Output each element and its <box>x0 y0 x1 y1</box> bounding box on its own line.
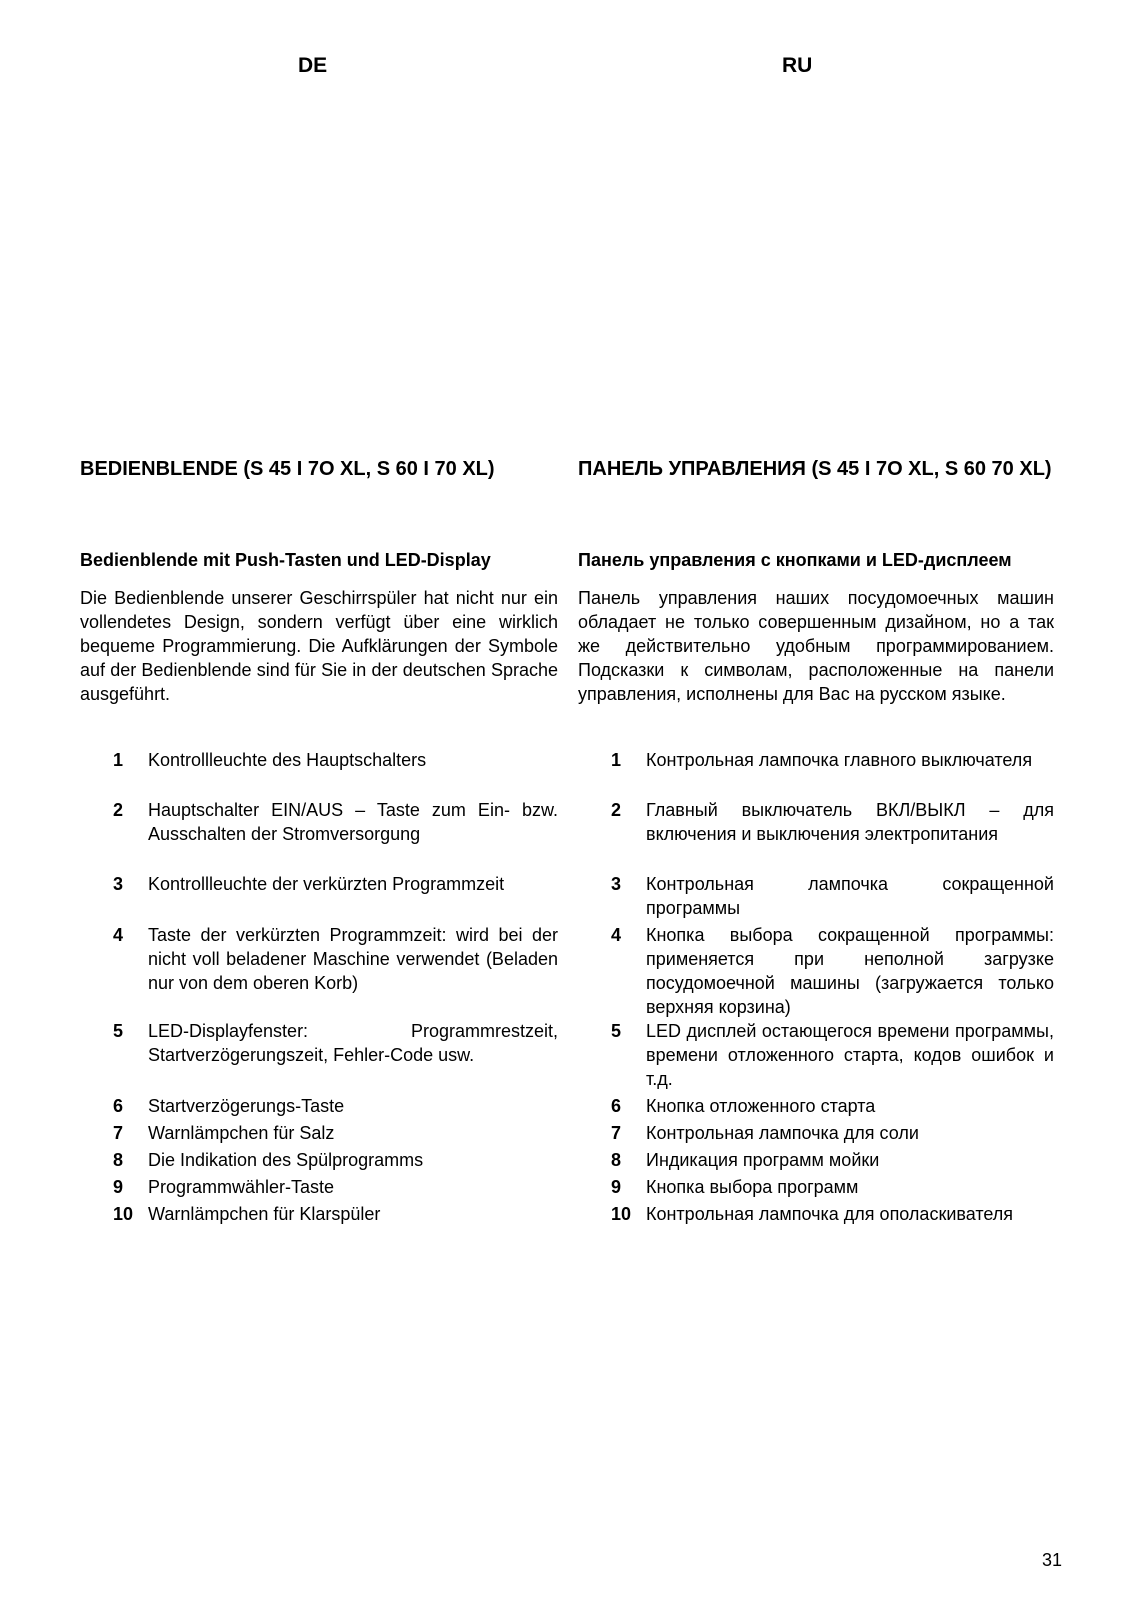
item-text: Kontrollleuchte des Hauptschalters <box>148 750 427 770</box>
item-text: Warnlämpchen für Klarspüler <box>148 1204 381 1224</box>
item-text: LED дисплей остающегося времени программы, времени отложенного старта, кодов ошибок и т.д. <box>646 1021 1054 1089</box>
item-text: Кнопка выбора сокращенной программы: применяется при неполной загрузке посудомоечной машины (загружается только верхняя корзина) <box>646 925 1054 1017</box>
item-text: LED-Displayfenster: Programmrestzeit, Startverzögerungszeit, Fehler-Code usw. <box>148 1021 558 1065</box>
item-number: 4 <box>113 925 124 945</box>
legend-item-ru <box>578 748 1054 798</box>
page-number: 31 <box>1041 1550 1062 1570</box>
legend-item-ru <box>578 872 1054 923</box>
legend-item-ru <box>578 798 1054 872</box>
item-number: 2 <box>611 800 622 820</box>
item-number: 7 <box>611 1123 622 1143</box>
item-text: Die Indikation des Spülprogramms <box>148 1150 424 1170</box>
section-title-de: BEDIENBLENDE (S 45 I 7O XL, S 60 I 70 XL) <box>80 458 495 480</box>
legend-item-ru <box>578 1019 1054 1094</box>
item-text: Индикация программ мойки <box>646 1150 880 1170</box>
item-text: Контрольная лампочка для ополаскивателя <box>646 1204 1014 1224</box>
legend-item-de <box>80 748 558 798</box>
item-number: 9 <box>611 1177 622 1197</box>
item-number: 4 <box>611 925 622 945</box>
legend-item-de <box>80 923 558 1019</box>
item-text: Kontrollleuchte der verkürzten Programmzeit <box>148 874 505 894</box>
item-text: Контрольная лампочка для соли <box>646 1123 919 1143</box>
item-number: 3 <box>113 874 124 894</box>
intro-paragraph-ru: Панель управления наших посудомоечных машин обладает не только совершенным дизайном, но а так же действительно удобным программированием. Подсказки к символам, расположенные на панели управления, исполнены для Вас на русском языке. <box>578 588 1054 704</box>
item-number: 7 <box>113 1123 124 1143</box>
legend-item-ru <box>578 1148 1054 1175</box>
legend-item-ru <box>578 923 1054 1019</box>
item-number: 5 <box>611 1021 622 1041</box>
intro-paragraph-de: Die Bedienblende unserer Geschirrspüler hat nicht nur ein vollendetes Design, sondern verfügt über eine wirklich bequeme Programmierung. Die Aufklärungen der Symbole auf der Bedienblende sind für Sie in der deutschen Sprache ausgeführt. <box>80 588 558 704</box>
legend-item-ru <box>578 1175 1054 1202</box>
item-number: 2 <box>113 800 124 820</box>
language-label-de: DE <box>298 54 328 77</box>
item-text: Taste der verkürzten Programmzeit: wird bei der nicht voll beladener Maschine verwendet (Beladen nur von dem oberen Korb) <box>148 925 558 993</box>
item-number: 6 <box>611 1096 622 1116</box>
item-text: Контрольная лампочка главного выключателя <box>646 750 1033 770</box>
item-text: Кнопка отложенного старта <box>646 1096 876 1116</box>
legend-item-de <box>80 1019 558 1094</box>
item-number: 8 <box>113 1150 124 1170</box>
legend-item-de <box>80 1148 558 1175</box>
item-text: Programmwähler-Taste <box>148 1177 335 1197</box>
item-number: 10 <box>113 1204 134 1224</box>
legend-item-de <box>80 1094 558 1121</box>
item-number: 3 <box>611 874 622 894</box>
item-number: 5 <box>113 1021 124 1041</box>
legend-list-ru <box>578 748 1054 1229</box>
column-de <box>80 456 558 1229</box>
legend-item-de <box>80 1121 558 1148</box>
language-label-ru: RU <box>782 54 813 77</box>
item-number: 9 <box>113 1177 124 1197</box>
legend-item-ru <box>578 1094 1054 1121</box>
subheading-ru: Панель управления с кнопками и LED-дисплеем <box>578 550 1012 570</box>
legend-item-de <box>80 1175 558 1202</box>
item-text: Warnlämpchen für Salz <box>148 1123 335 1143</box>
column-ru <box>578 456 1054 1229</box>
item-number: 6 <box>113 1096 124 1116</box>
item-text: Контрольная лампочка сокращенной программы <box>646 874 1054 918</box>
legend-item-ru <box>578 1202 1054 1229</box>
item-number: 8 <box>611 1150 622 1170</box>
section-title-ru: ПАНЕЛЬ УПРАВЛЕНИЯ (S 45 I 7O XL, S 60 70 XL) <box>578 458 1052 480</box>
subheading-de: Bedienblende mit Push-Tasten und LED-Display <box>80 550 491 570</box>
legend-item-de <box>80 798 558 872</box>
legend-item-de <box>80 872 558 923</box>
item-text: Startverzögerungs-Taste <box>148 1096 345 1116</box>
item-text: Кнопка выбора программ <box>646 1177 859 1197</box>
item-number: 10 <box>611 1204 632 1224</box>
item-text: Главный выключатель ВКЛ/ВЫКЛ – для включения и выключения электропитания <box>646 800 1054 844</box>
legend-item-ru <box>578 1121 1054 1148</box>
item-number: 1 <box>611 750 622 770</box>
legend-list-de <box>80 748 558 1229</box>
item-number: 1 <box>113 750 124 770</box>
legend-item-de <box>80 1202 558 1229</box>
item-text: Hauptschalter EIN/AUS – Taste zum Ein- bzw. Ausschalten der Stromversorgung <box>148 800 558 844</box>
